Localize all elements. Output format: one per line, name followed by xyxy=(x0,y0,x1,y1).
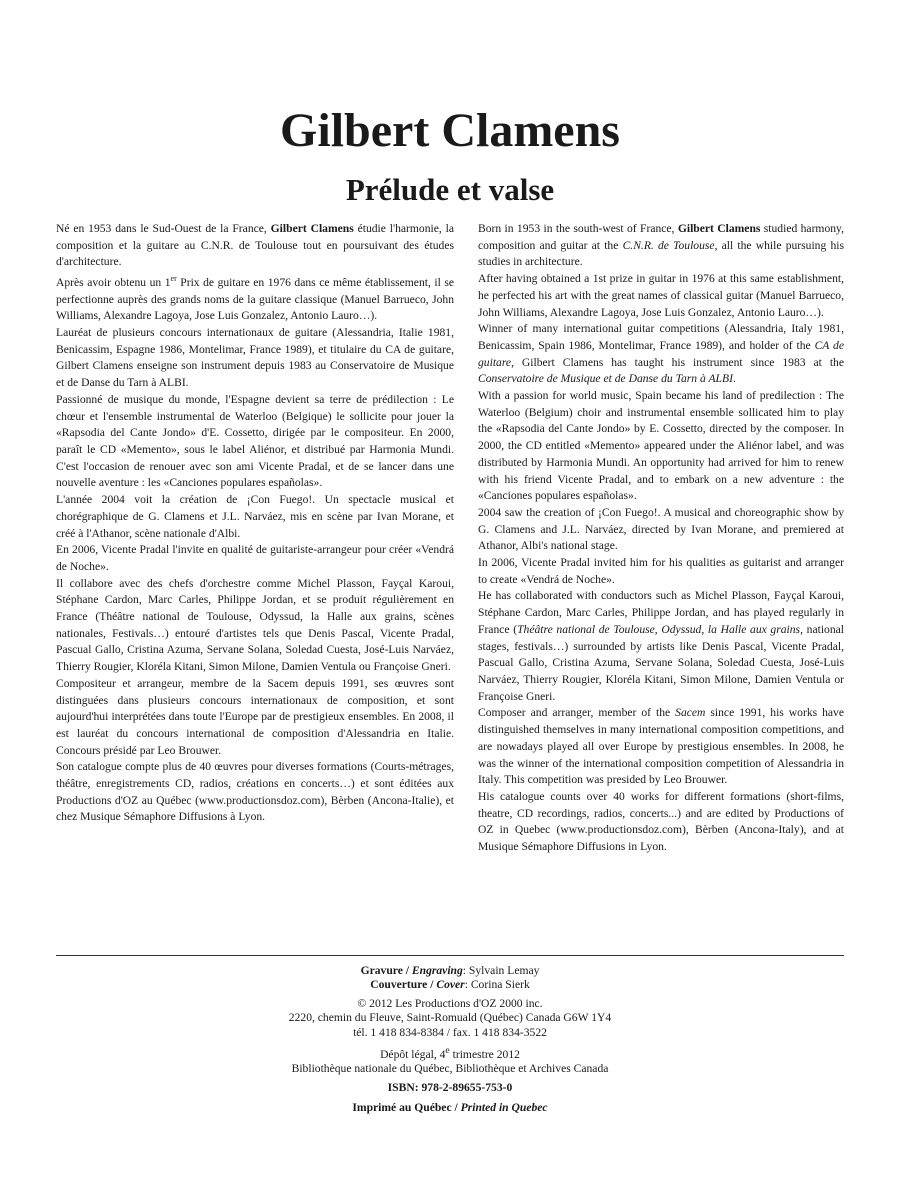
legal-deposit: Dépôt légal, 4e trimestre 2012 xyxy=(380,1045,520,1061)
bio-paragraph: L'année 2004 voit la création de ¡Con Fuego!. Un spectacle musical et chorégraphique de G. Clamens et J.L. Narváez, mis en scène par Ivan Morane, et créé à l'Athanor, scène nationale d'Albi. xyxy=(56,493,454,540)
bio-paragraph: Winner of many international guitar competitions (Alessandria, Italy 1981, Benicassim, Spain 1986, Montelimar, France 1989), and holder of the CA de guitare, Gilbert Clamens has taught his instrument since 1983 at the Conservatoire de Musique et de Danse du Tarn à ALBI. xyxy=(478,322,844,386)
bio-paragraph: Born in 1953 in the south-west of France, Gilbert Clamens studied harmony, composition and guitar at the C.N.R. de Toulouse, all the while pursuing his studies in architecture. xyxy=(478,222,844,269)
biography-english xyxy=(478,221,844,856)
engraving-credit: Gravure / Engraving: Sylvain Lemay xyxy=(360,964,540,977)
credits-block xyxy=(0,964,900,1116)
bio-paragraph: Après avoir obtenu un 1er Prix de guitare en 1976 dans ce même établissement, il se perfectionne auprès des grands noms de la guitare classique (Manuel Barrueco, John Williams, Alexandre Lagoya, Jose Luis Gonzalez, Antonio Lauro…). xyxy=(56,274,454,323)
bio-paragraph: En 2006, Vicente Pradal l'invite en qualité de guitariste-arrangeur pour créer «Vendrá de Noche». xyxy=(56,543,454,573)
divider-line xyxy=(56,955,844,956)
bio-paragraph: Compositeur et arrangeur, membre de la Sacem depuis 1991, ses œuvres sont distinguées dans plusieurs concours internationaux de composition, et sont aujourd'hui interprétées dans toute l'Europe par de prestigieux ensembles. En 2008, il est lauréat du concours international de composition d'Alessandria en Italie. Concours présidé par Leo Brouwer. xyxy=(56,676,454,757)
bio-paragraph: After having obtained a 1st prize in guitar in 1976 at this same establishment, he perfected his art with the great names of classical guitar (Manuel Barrueco, John Williams, Alexandre Lagoya, Jose Luis Gonzalez, Antonio Lauro…). xyxy=(478,272,844,319)
bio-paragraph: 2004 saw the creation of ¡Con Fuego!. A musical and choreographic show by G. Clamens and J.L. Narváez, directed by Ivan Morane, and premiered at Athanor, Albi's national stage. xyxy=(478,505,844,553)
bio-paragraph: Lauréat de plusieurs concours internationaux de guitare (Alessandria, Italie 1981, Benicassim, Espagne 1986, Montelimar, France 1989), et titulaire du CA de guitare, Gilbert Clamens enseigne son instrument depuis 1983 au Conservatoire de Musique et de Danse du Tarn à ALBI. xyxy=(56,326,454,390)
bio-paragraph: Son catalogue compte plus de 40 œuvres pour diverses formations (Courts-métrages, théâtre, enregistrements CD, radios, créations en concerts…) et sont éditées aux Productions d'OZ au Québec (www.productionsdoz.com), Bèrben (Ancona-Italie), et chez Musique Sémaphore Diffusions à Lyon. xyxy=(56,760,454,824)
bio-paragraph: Composer and arranger, member of the Sacem since 1991, his works have distinguished themselves in many international composition competitions, and are nowadays played all over Europe by prestigious ensembles. In 2008, he was the winner of the international composition competition of Alessandria in Italy. This competition was presided by Leo Brouwer. xyxy=(478,706,844,787)
printed-line: Imprimé au Québec / Printed in Quebec xyxy=(352,1101,548,1115)
bio-paragraph: With a passion for world music, Spain became his land of predilection : The Waterloo (Belgium) choir and instrumental ensemble sollicated him to play the «Rapsodia del Cante Jondo» by E. Cossetto, directed by the composer. In 2000, the CD entitled «Memento» appeared under the Aliénor label, and was distributed by Harmonia Mundi. An opportunity had arrived for him to renew with his friend Vicente Pradal, and to embark on a new adventure : the «Canciones populares españolas». xyxy=(478,389,844,503)
bio-paragraph: His catalogue counts over 40 works for different formations (short-films, theatre, CD recordings, radios, concerts...) and are edited by Productions of OZ in Quebec (www.productionsdoz.com), Bèrben (Ancona-Italy), and at Musique Sémaphore Diffusions in Lyon. xyxy=(478,789,844,854)
libraries-line: Bibliothèque nationale du Québec, Bibliothèque et Archives Canada xyxy=(291,1062,609,1076)
copyright-line: © 2012 Les Productions d'OZ 2000 inc. xyxy=(357,996,543,1010)
bio-paragraph: Né en 1953 dans le Sud-Ouest de la France, Gilbert Clamens étudie l'harmonie, la composition et la guitare au C.N.R. de Toulouse tout en poursuivant des études d'architecture. xyxy=(56,222,454,269)
publisher-address: 2220, chemin du Fleuve, Saint-Romuald (Québec) Canada G6W 1Y4 xyxy=(288,1011,612,1025)
publisher-phone: tél. 1 418 834-8384 / fax. 1 418 834-3522 xyxy=(353,1025,547,1039)
bio-paragraph: Passionné de musique du monde, l'Espagne devient sa terre de prédilection : Le chœur et l'ensemble instrumental de Waterloo (Belgique) le sollicite pour jouer la «Rapsodia del Cante Jondo» d'E. Cossetto, dirigée par le compositeur. En 2000, paraît le CD «Memento», sous le label Aliénor, et distribué par Harmonia Mundi. C'est l'occasion de renouer avec son ami Vicente Pradal, et de se lancer dans une nouvelle aventure : les «Canciones populares españolas». xyxy=(56,392,454,490)
composer-title: Gilbert Clamens xyxy=(280,104,620,157)
work-title: Prélude et valse xyxy=(345,172,555,207)
isbn-line: ISBN: 978-2-89655-753-0 xyxy=(387,1080,513,1094)
biography-french xyxy=(56,221,454,826)
cover-credit: Couverture / Cover: Corina Sierk xyxy=(370,978,530,992)
bio-paragraph: He has collaborated with conductors such as Michel Plasson, Fayçal Karoui, Stéphane Cardon, Marc Carles, Philippe Jordan, and has played regularly in France (Théâtre national de Toulouse, Odyssud, la Halle aux grains, national stages, festivals…) surrounded by artists like Denis Pascal, Vicente Pradal, Pascual Gallo, Cristina Azuma, Servane Solana, Soledad Cuesta, José-Luis Narváez, Thierry Rougier, Kloréla Kitani, Simon Milone, Damien Ventula or Françoise Gneri. xyxy=(478,589,844,703)
bio-paragraph: In 2006, Vicente Pradal invited him for his qualities as guitarist and arranger to create «Vendrá de Noche». xyxy=(478,556,844,586)
bio-paragraph: Il collabore avec des chefs d'orchestre comme Michel Plasson, Fayçal Karoui, Stéphane Cardon, Marc Carles, Philippe Jordan, et se produit régulièrement en France (Théâtre national de Toulouse, Odyssud, la Halle aux grains, scènes nationales, Festivals…) entouré d'artistes tels que Denis Pascal, Vicente Pradal, Pascual Gallo, Cristina Azuma, Servane Solana, Soledad Cuesta, José-Luis Narváez, Thierry Rougier, Kloréla Kitani, Simon Milone, Damien Ventula ou Françoise Gneri. xyxy=(56,576,454,674)
